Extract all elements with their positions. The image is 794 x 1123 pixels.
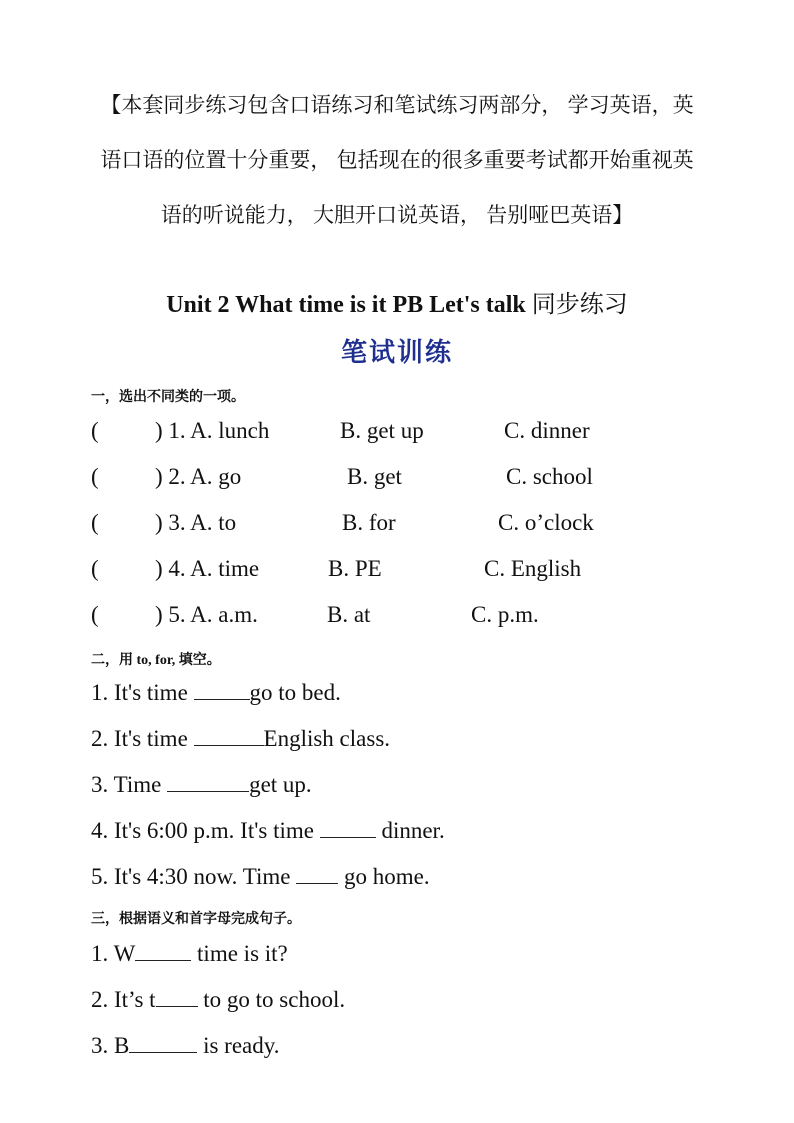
answer-blank[interactable] xyxy=(167,771,249,792)
option-a: ) 2. A. go xyxy=(155,464,242,489)
question-row xyxy=(91,602,711,632)
intro-line-1: 【本套同步练习包含口语练习和笔试练习两部分， 学习英语，英 xyxy=(100,93,694,117)
page-title xyxy=(0,284,794,319)
option-a: ) 3. A. to xyxy=(155,510,237,535)
intro-paragraph xyxy=(80,78,714,243)
fill-in-sentence: 1. It's time go to bed. xyxy=(91,680,341,705)
answer-blank[interactable] xyxy=(194,679,250,700)
answer-paren: ( xyxy=(91,510,99,535)
option-c: C. school xyxy=(506,464,593,489)
title-chinese: 同步练习 xyxy=(531,292,628,318)
fill-in-sentence: 3. Time get up. xyxy=(91,772,312,797)
option-b: B. get xyxy=(347,464,402,489)
section-2-heading: 二，用 to, for, 填空。 xyxy=(91,653,221,668)
fill-in-sentence: 1. W time is it? xyxy=(91,941,288,966)
option-c: C. o’clock xyxy=(498,510,594,535)
answer-paren: ( xyxy=(91,418,99,443)
fill-in-sentence: 4. It's 6:00 p.m. It's time dinner. xyxy=(91,818,445,843)
answer-blank[interactable] xyxy=(194,725,264,746)
option-a: ) 4. A. time xyxy=(155,556,260,581)
intro-line-3: 语的听说能力， 大胆开口说英语， 告别哑巴英语】 xyxy=(160,203,634,227)
option-b: B. PE xyxy=(328,556,382,581)
answer-blank[interactable] xyxy=(320,817,376,838)
fill-in-sentence: 3. B is ready. xyxy=(91,1033,280,1058)
answer-paren: ( xyxy=(91,464,99,489)
fill-in-sentence: 5. It's 4:30 now. Time go home. xyxy=(91,864,430,889)
answer-paren: ( xyxy=(91,602,99,627)
intro-line-2: 语口语的位置十分重要， 包括现在的很多重要考试都开始重视英 xyxy=(100,148,694,172)
answer-blank[interactable] xyxy=(135,940,191,961)
answer-paren: ( xyxy=(91,556,99,581)
question-row xyxy=(91,464,711,494)
option-b: B. for xyxy=(342,510,396,535)
option-a: ) 1. A. lunch xyxy=(155,418,270,443)
option-b: B. get up xyxy=(340,418,424,443)
option-b: B. at xyxy=(327,602,371,627)
question-row xyxy=(91,556,711,586)
fill-in-sentence: 2. It’s t to go to school. xyxy=(91,987,346,1012)
fill-in-sentence: 2. It's time English class. xyxy=(91,726,391,751)
option-c: C. English xyxy=(484,556,582,581)
answer-blank[interactable] xyxy=(156,986,198,1007)
question-row xyxy=(91,510,711,540)
section-3-heading: 三，根据语义和首字母完成句子。 xyxy=(91,912,301,927)
page-subtitle: 笔试训练 xyxy=(340,338,453,367)
section-1-heading: 一，选出不同类的一项。 xyxy=(91,390,245,405)
title-english: Unit 2 What time is it PB Let's talk xyxy=(166,292,532,318)
answer-blank[interactable] xyxy=(296,863,338,884)
option-c: C. p.m. xyxy=(471,602,539,627)
question-row xyxy=(91,418,711,448)
option-c: C. dinner xyxy=(504,418,590,443)
option-a: ) 5. A. a.m. xyxy=(155,602,258,627)
answer-blank[interactable] xyxy=(129,1032,197,1053)
